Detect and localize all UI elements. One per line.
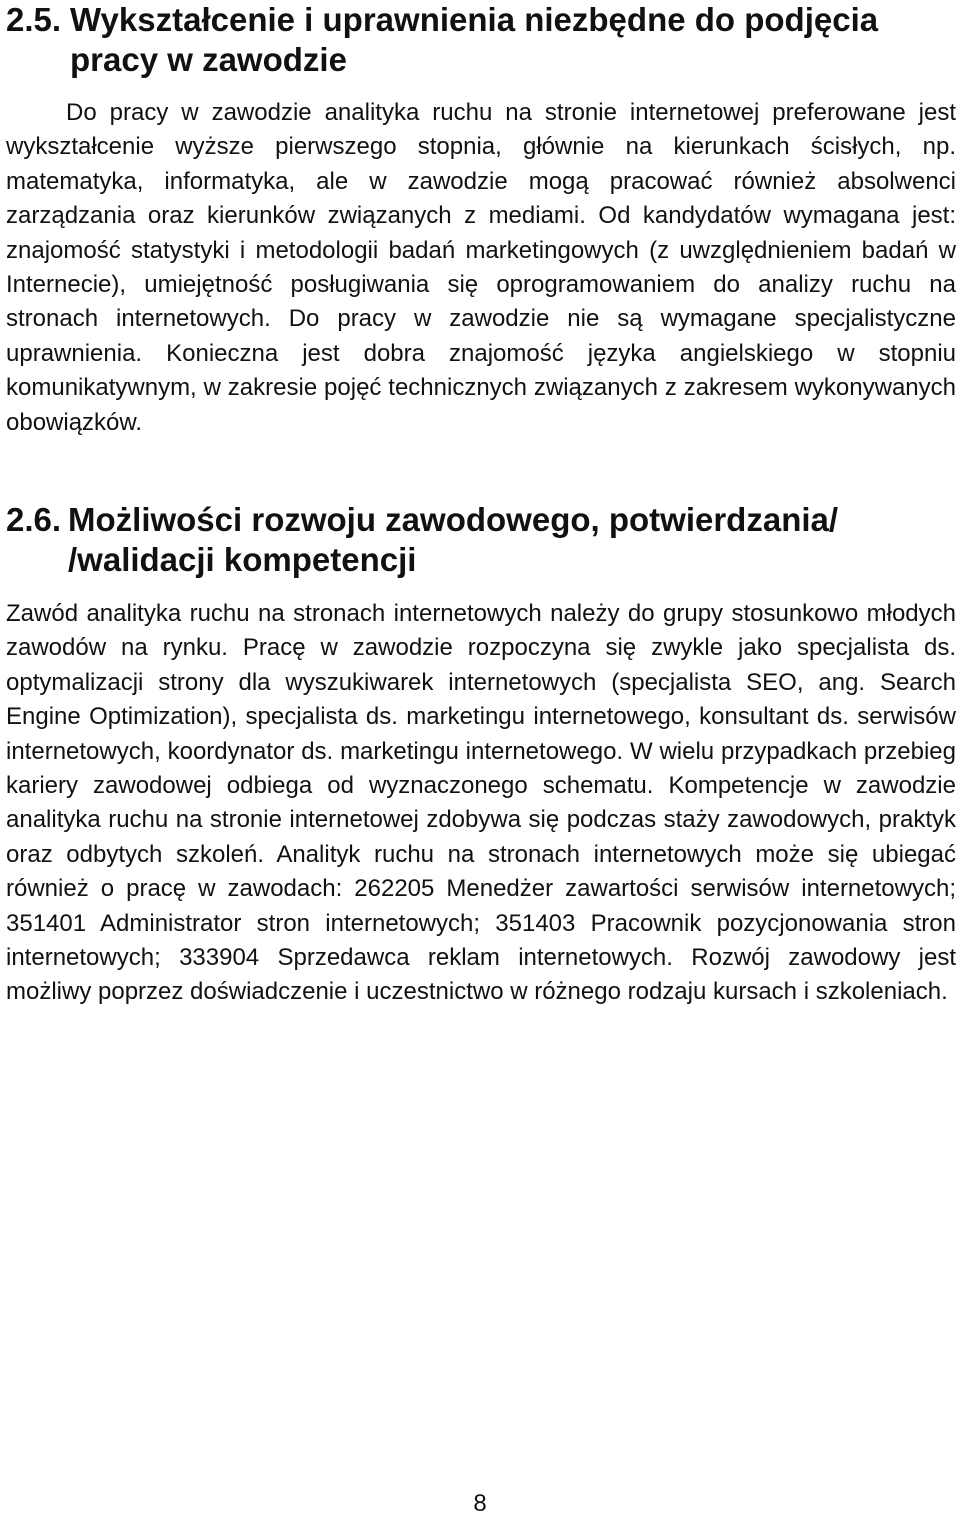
section-2-6-paragraph (6, 597, 956, 1010)
section-heading-2-6 (6, 500, 956, 580)
section-number: 2.5. (6, 1, 62, 38)
paragraph-text: Zawód analityka ruchu na stronach internetowych należy do grupy stosunkowo młodych zawodów na rynku. Pracę w zawodzie rozpoczyna się zwykle jako specjalista ds. optymalizacji strony dla wyszukiwarek internetowych (specjalista SEO, ang. Search Engine Optimization), specjalista ds. marketingu internetowego, konsultant ds. serwisów internetowych, koordynator ds. marketingu internetowego. W wielu przypadkach przebieg kariery zawodowej odbiega od wyznaczonego schematu. Kompetencje w zawodzie analityka ruchu na stronie internetowej zdobywa się podczas staży zawodowych, praktyk oraz odbytych szkoleń. Analityk ruchu na stronach internetowych może się ubiegać również o pracę w zawodach: 262205 Menedżer zawartości serwisów internetowych; 351401 Administrator stron internetowych; 351403 Pracownik pozycjonowania stron internetowych; 333904 Sprzedawca reklam internetowych. Rozwój zawodowy jest możliwy poprzez doświadczenie i uczestnictwo w różnego rodzaju kursach i szkoleniach. (6, 600, 956, 1006)
section-number: 2.6. (6, 501, 62, 538)
section-title: Wykształcenie i uprawnienia niezbędne do podjęcia pracy w zawodzie (70, 1, 879, 78)
section-title: Możliwości rozwoju zawodowego, potwierdzania/ /walidacji kompetencji (68, 501, 839, 578)
section-heading-2-5 (6, 0, 956, 80)
page-number: 8 (473, 1490, 487, 1517)
section-2-5-paragraph (6, 96, 956, 440)
paragraph-text: Do pracy w zawodzie analityka ruchu na stronie internetowej preferowane jest wykształcenie wyższe pierwszego stopnia, głównie na kierunkach ścisłych, np. matematyka, informatyka, ale w zawodzie mogą pracować również absolwenci zarządzania oraz kierunków związanych z mediami. Od kandydatów wymagana jest: znajomość statystyki i metodologii badań marketingowych (z uwzględnieniem badań w Internecie), umiejętność posługiwania się oprogramowaniem do analizy ruchu na stronach internetowych. Do pracy w zawodzie nie są wymagane specjalistyczne uprawnienia. Konieczna jest dobra znajomość języka angielskiego w stopniu komunikatywnym, w zakresie pojęć technicznych związanych z zakresem wykonywanych obowiązków. (6, 99, 956, 436)
